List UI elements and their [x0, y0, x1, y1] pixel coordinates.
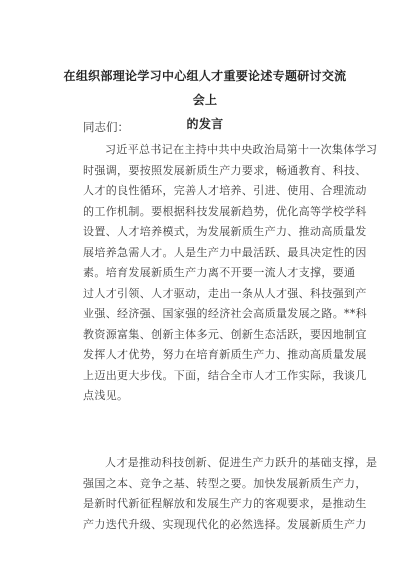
paragraph-line: 时强调，要按照发展新质生产力要求，畅通教育、科技、: [83, 163, 367, 177]
paragraph-line: 是新时代新征程解放和发展生产力的客观要求，是推动生: [83, 497, 367, 510]
body-paragraph-1: [83, 140, 378, 407]
paragraph-line: 过人才引领、人才驱动，走出一条从人才强、科技强到产: [83, 286, 367, 300]
paragraph-line: 强国之本、竞争之基、转型之要。加快发展新质生产力，: [83, 476, 367, 490]
paragraph-line: 发挥人才优势，努力在培育新质生产力、推动高质量发展: [83, 348, 367, 361]
title-line: 在组织部理论学习中心组人才重要论述专题研讨交流会上: [63, 69, 347, 107]
title-line: 的发言: [186, 117, 224, 131]
paragraph-line: 素。培育发展新质生产力离不开要一流人才支撑，要通: [83, 266, 356, 279]
paragraph-line: 的工作机制。要根据科技发展新趋势，优化高等学校学科: [83, 204, 367, 218]
paragraph-line: 设置、人才培养模式，为发展新质生产力、推动高质量发: [83, 225, 367, 238]
paragraph-line: 习近平总书记在主持中共中央政治局第十一次集体学习: [105, 143, 378, 156]
paragraph-line: 展培养急需人才。人是生产力中最活跃、最具决定性的因: [83, 245, 367, 259]
paragraph-line: 业强、经济强、国家强的经济社会高质量发展之路。**科: [83, 307, 368, 320]
greeting: 同志们：: [83, 120, 129, 134]
paragraph-line: 点浅见。: [83, 389, 129, 402]
paragraph-line: 产力迭代升级、实现现代化的必然选择。发展新质生产力: [83, 517, 367, 531]
paragraph-line: 人才是推动科技创新、促进生产力跃升的基础支撑，是: [105, 456, 378, 469]
body-paragraph-2: [83, 453, 378, 535]
paragraph-line: 教资源富集、创新主体多元、创新生态活跃，要因地制宜: [83, 327, 367, 341]
paragraph-line: 人才的良性循环，完善人才培养、引进、使用、合理流动: [83, 184, 367, 197]
paragraph-line: 上迈出更大步伐。下面，结合全市人才工作实际，我谈几: [83, 368, 367, 382]
